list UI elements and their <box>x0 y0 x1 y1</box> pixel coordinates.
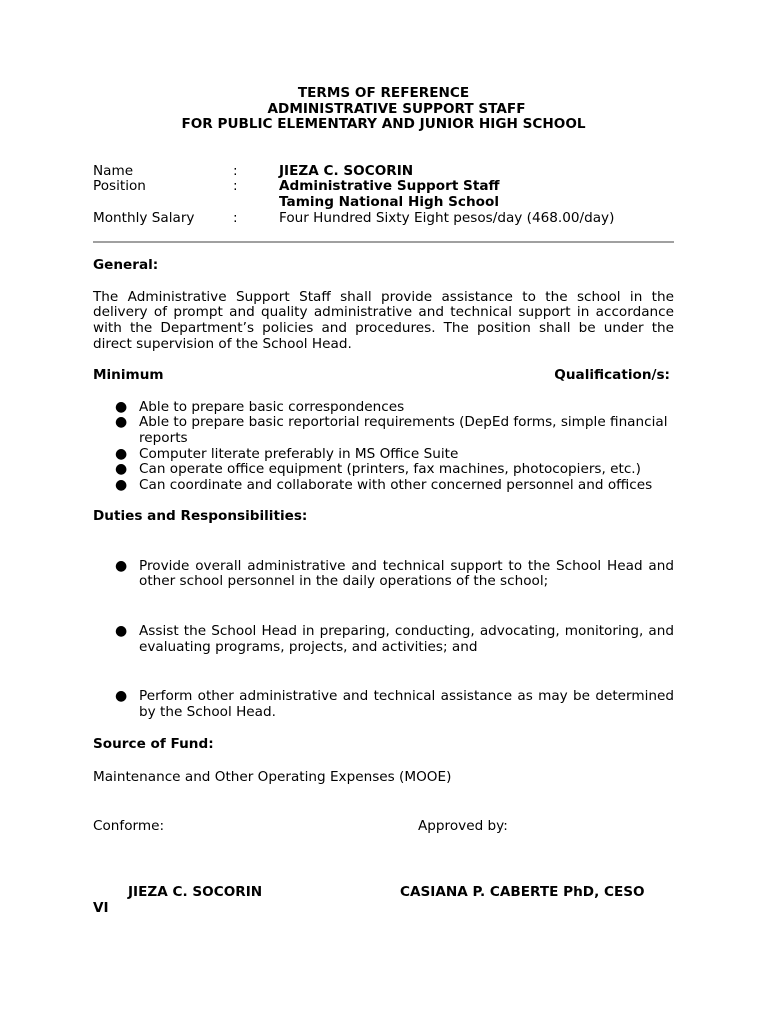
position-value-line-1: Administrative Support Staff <box>279 178 500 195</box>
list-item: ● Can coordinate and collaborate with other concerned personnel and offices <box>115 476 653 493</box>
position-colon: : <box>233 178 238 195</box>
fund-text: Maintenance and Other Operating Expenses (MOOE) <box>93 769 452 786</box>
list-item: ● Computer literate preferably in MS Office Suite <box>115 445 459 462</box>
document-page <box>93 86 674 917</box>
list-item: ● Perform other administrative and technical assistance as may be determined by the School Head. <box>115 688 674 720</box>
list-item: ● Able to prepare basic reportorial requirements (DepEd forms, simple financial reports <box>115 414 668 446</box>
horizontal-divider <box>93 241 674 243</box>
bullet-icon: ● <box>115 461 128 478</box>
employee-info <box>93 164 674 226</box>
conforme-label: Conforme: <box>93 817 165 834</box>
approved-by-label: Approved by: <box>418 817 508 834</box>
qualifications-heading-right: Qualification/s: <box>554 367 670 384</box>
bullet-icon: ● <box>115 557 128 574</box>
salary-value: Four Hundred Sixty Eight pesos/day (468.00/day) <box>279 209 615 226</box>
bullet-icon: ● <box>115 398 128 415</box>
title-line-3: FOR PUBLIC ELEMENTARY AND JUNIOR HIGH SCHOOL <box>181 116 586 133</box>
name-row <box>93 164 674 180</box>
list-item: ● Provide overall administrative and technical support to the School Head and other school personnel in the daily operations of the school; <box>115 557 674 590</box>
general-paragraph: The Administrative Support Staff shall provide assistance to the school in the delivery of prompt and quality administrative and technical support in accordance with the Department’s policies and procedures. The position shall be under the direct supervision of the School Head. <box>93 288 674 352</box>
position-label: Position <box>93 178 146 195</box>
qualifications-heading-left: Minimum <box>93 367 164 384</box>
bullet-icon: ● <box>115 476 128 493</box>
list-item: ● Able to prepare basic correspondences <box>115 398 405 415</box>
bullet-icon: ● <box>115 688 128 705</box>
signatory-names <box>93 885 674 917</box>
salary-label: Monthly Salary <box>93 209 195 226</box>
duties-heading: Duties and Responsibilities: <box>93 508 308 525</box>
list-item: ● Assist the School Head in preparing, conducting, advocating, monitoring, and evaluating programs, projects, and activities; and <box>115 623 674 655</box>
bullet-icon: ● <box>115 414 128 431</box>
name-value: JIEZA C. SOCORIN <box>279 162 414 179</box>
qualifications-list <box>93 400 674 494</box>
salary-row <box>93 211 674 227</box>
position-value <box>279 179 674 210</box>
salary-colon: : <box>233 209 238 226</box>
signatory-left-name: JIEZA C. SOCORIN <box>128 884 263 901</box>
document-title <box>93 86 674 133</box>
position-row <box>93 179 674 210</box>
bullet-icon: ● <box>115 445 128 462</box>
bullet-icon: ● <box>115 623 128 640</box>
name-label: Name <box>93 162 134 179</box>
title-line-2: ADMINISTRATIVE SUPPORT STAFF <box>267 100 526 117</box>
signatory-right-name: CASIANA P. CABERTE PhD, CESO <box>400 884 645 901</box>
position-value-line-2: Taming National High School <box>279 193 499 210</box>
title-line-1: TERMS OF REFERENCE <box>297 85 470 101</box>
signature-labels <box>93 819 674 835</box>
general-heading: General: <box>93 257 159 274</box>
signatory-right-name-wrap: VI <box>93 899 109 916</box>
qualifications-heading <box>93 368 674 384</box>
duties-list <box>93 559 674 721</box>
list-item: ● Can operate office equipment (printers, fax machines, photocopiers, etc.) <box>115 461 641 478</box>
fund-heading: Source of Fund: <box>93 736 214 753</box>
name-colon: : <box>233 162 238 179</box>
